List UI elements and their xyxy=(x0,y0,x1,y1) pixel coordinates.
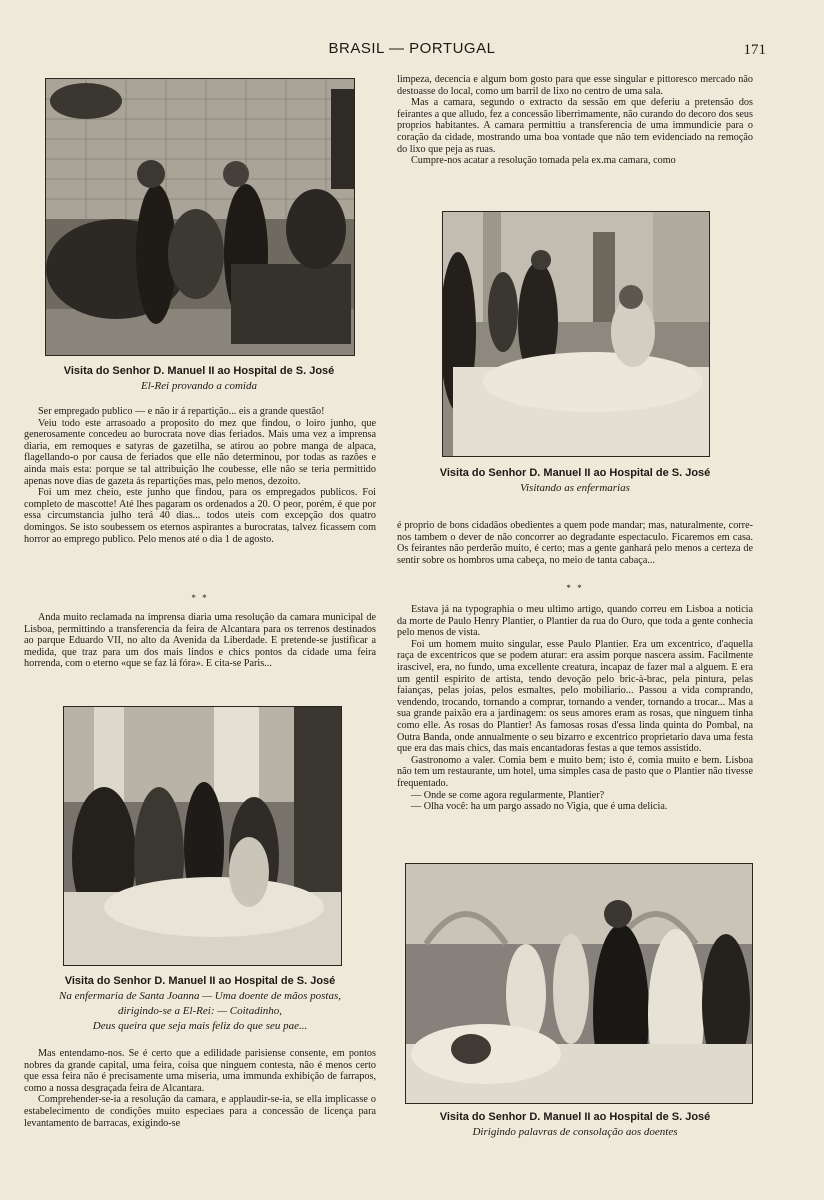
paragraph: Veiu todo este arrasoado a proposito do mez que findou, o loiro junho, que generosamente concedeu ao burocrata nove dias feriados. Mais uma vez a imprensa diaria, em remoques e satyras de gazetilha, se atirou ao pobre manga de alpaca, flagellando-o por causa de feriados que elle não determinou, por todas as razões e ainda mais esta: porque se tal attribuição lhe coubesse, elle não se teria permittido apenas nove dias de gazeta ás repartições mas, pelo menos, dezoito. xyxy=(24,417,376,487)
paragraph: Foi um homem muito singular, esse Paulo Plantier. Era um excentrico, d'aquella raça de excentricos que se podem aturar: era assim porque nascera assim. Facilmente irascivel, era, no fundo, uma excellente creatura, incapaz de fazer mal a alguem. E era um gentil espirito de artista, tendo devoção pelo bric-à-brac, pela pintura, pelas faianças, pelas joias, pelos esmaltes, pelo mobiliario... Passou a vida comprando, vendendo, trocando, tornando a comprar, tornando a vender, tornando a trocar... Mas a sua grande paixão era a jardinagem: os seus amores eram as rosas, que ninguem tinha como elle. As rosas do Plantier! As famosas rosas d'essa linda quinta do Pombal, na Outra Banda, onde annualmente o seu bizarro e excentrico proprietario dava uma festa que era das mais chics, das mais encantadoras festas a que temos assistido. xyxy=(397,638,753,755)
photo-4-caption xyxy=(397,1110,753,1140)
paragraph: limpeza, decencia e algum bom gosto para que esse singular e pittoresco mercado não destoasse do local, como um barril de lixo no centro de uma sala. xyxy=(397,74,753,97)
photo-santa-joanna-ward xyxy=(63,706,342,966)
page-number: 171 xyxy=(743,42,766,58)
photo-1-caption xyxy=(45,364,353,394)
paragraph: Cumpre-nos acatar a resolução tomada pela ex.ma camara, como xyxy=(411,155,676,167)
paragraph: Ser empregado publico — e não ir á repartição... eis a grande questão! xyxy=(38,406,325,417)
paragraph: Gastronomo a valer. Comia bem e muito bem; isto é, comia muito e bem. Lisboa não tem um restaurante, um hotel, uma simples casa de pasto que o Plantier não tivesse frequentado. xyxy=(397,754,753,789)
caption-subtitle: Dirigindo palavras de consolação aos doentes xyxy=(472,1126,678,1138)
photo-illustration xyxy=(64,707,341,965)
photo-illustration xyxy=(406,864,752,1103)
article-feriados xyxy=(24,406,376,545)
paragraph: é proprio de bons cidadãos obedientes a quem pode mandar; mas, naturalmente, corre-nos tambem o dever de não concorrer ao degradante espectaculo. Ficaremos em casa. Os feirantes não perderão muito, é certo; mas a gente ganhará pelo menos a certeza de sentir sobre os hombros uma cabeça, no meio de tanta cabaça... xyxy=(397,520,753,566)
caption-title: Visita do Senhor D. Manuel II ao Hospital de S. José xyxy=(439,467,711,479)
paragraph: Estava já na typographia o meu ultimo artigo, quando correu em Lisboa a noticia da morte de Paulo Henry Plantier, o Plantier da rua do Ouro, que toda a gente conhecia pelo menos de vista. xyxy=(397,604,753,639)
photo-2-caption xyxy=(397,466,753,496)
caption-line: Na enfermaria de Santa Joanna — Uma doente de mãos postas, xyxy=(58,990,341,1002)
caption-line: Deus queira que seja mais feliz do que seu pae... xyxy=(92,1020,308,1032)
caption-line: dirigindo-se a El-Rei: — Coitadinho, xyxy=(117,1005,283,1017)
article-plantier xyxy=(397,604,753,813)
caption-title: Visita do Senhor D. Manuel II ao Hospital de S. José xyxy=(64,975,336,987)
caption-subtitle: Visitando as enfermarias xyxy=(520,482,630,494)
photo-king-tasting-food xyxy=(45,78,355,356)
photo-illustration xyxy=(46,79,354,355)
paragraph: — Olha você: ha um pargo assado no Vigia, que é uma delicia. xyxy=(411,801,668,813)
photo-illustration xyxy=(443,212,709,456)
paragraph: Mas entendamo-nos. Se é certo que a edilidade parisiense consente, em pontos nobres da grande capital, uma feira, coisa que ninguem contesta, não é menos certo que essa feira não é precisamente uma miseria, uma immunda exhibição de farrapos, como a nossa desgraçada feira de Alcantara. xyxy=(24,1048,376,1094)
section-separator: * * xyxy=(191,593,209,603)
article-feira-alcantara xyxy=(24,612,376,670)
paragraph: Comprehender-se-ia a resolução da camara, e applaudir-se-ia, se ella implicasse o estabelecimento de condições muito especiaes para a concessão de licença para levantamento de barracas, exigindo-se xyxy=(24,1094,376,1129)
article-feira-continued xyxy=(24,1048,376,1129)
article-feira-right xyxy=(397,74,753,167)
paragraph: Anda muito reclamada na imprensa diaria uma resolução da camara municipal de Lisboa, permittindo a transferencia da feira de Alcantara para os terrenos destinados ao parque Eduardo VII, no alto da Avenida da Liberdade. E pretende-se justificar a medida, que traz para um dos mais lindos e chics pontos da cidade uma feira horrenda, com o eterno «que se faz lá fóra». E cita-se Paris... xyxy=(24,612,376,670)
paragraph: Mas a camara, segundo o extracto da sessão em que deferiu a pretensão dos feirantes a que alludo, fez a concessão liberrimamente, não curando do decoro dos seus proprios habitantes. A camara permittiu a transferencia de uma immundicie para o coração da cidade, mostrando uma boa vontade que não tem evidenciado na remoção do lixo que peja as ruas. xyxy=(397,97,753,155)
photo-visiting-wards xyxy=(442,211,710,457)
photo-3-caption xyxy=(24,974,376,1034)
running-header: BRASIL — PORTUGAL xyxy=(328,40,496,57)
article-feira-end xyxy=(397,520,753,566)
section-separator: * * xyxy=(566,583,584,593)
caption-title: Visita do Senhor D. Manuel II ao Hospital de S. José xyxy=(63,365,335,377)
caption-title: Visita do Senhor D. Manuel II ao Hospital de S. José xyxy=(439,1111,711,1123)
caption-subtitle: El-Rei provando a comida xyxy=(141,380,257,392)
paragraph: — Onde se come agora regularmente, Plantier? xyxy=(411,789,605,801)
paragraph: Foi um mez cheio, este junho que findou, para os empregados publicos. Foi completo de mascotte! Até lhes pagaram os ordenados a 20. O peor, porém, é que por essa circumstancia julho terá 40 dias... todos uteis com excepção dos quatro domingos. Se isto soubessem os eternos aspirantes a burocratas, talvez ficassem com horror ao emprego publico. Pelo menos até o dia 1 de agosto. xyxy=(24,487,376,545)
photo-consoling-patients xyxy=(405,863,753,1104)
